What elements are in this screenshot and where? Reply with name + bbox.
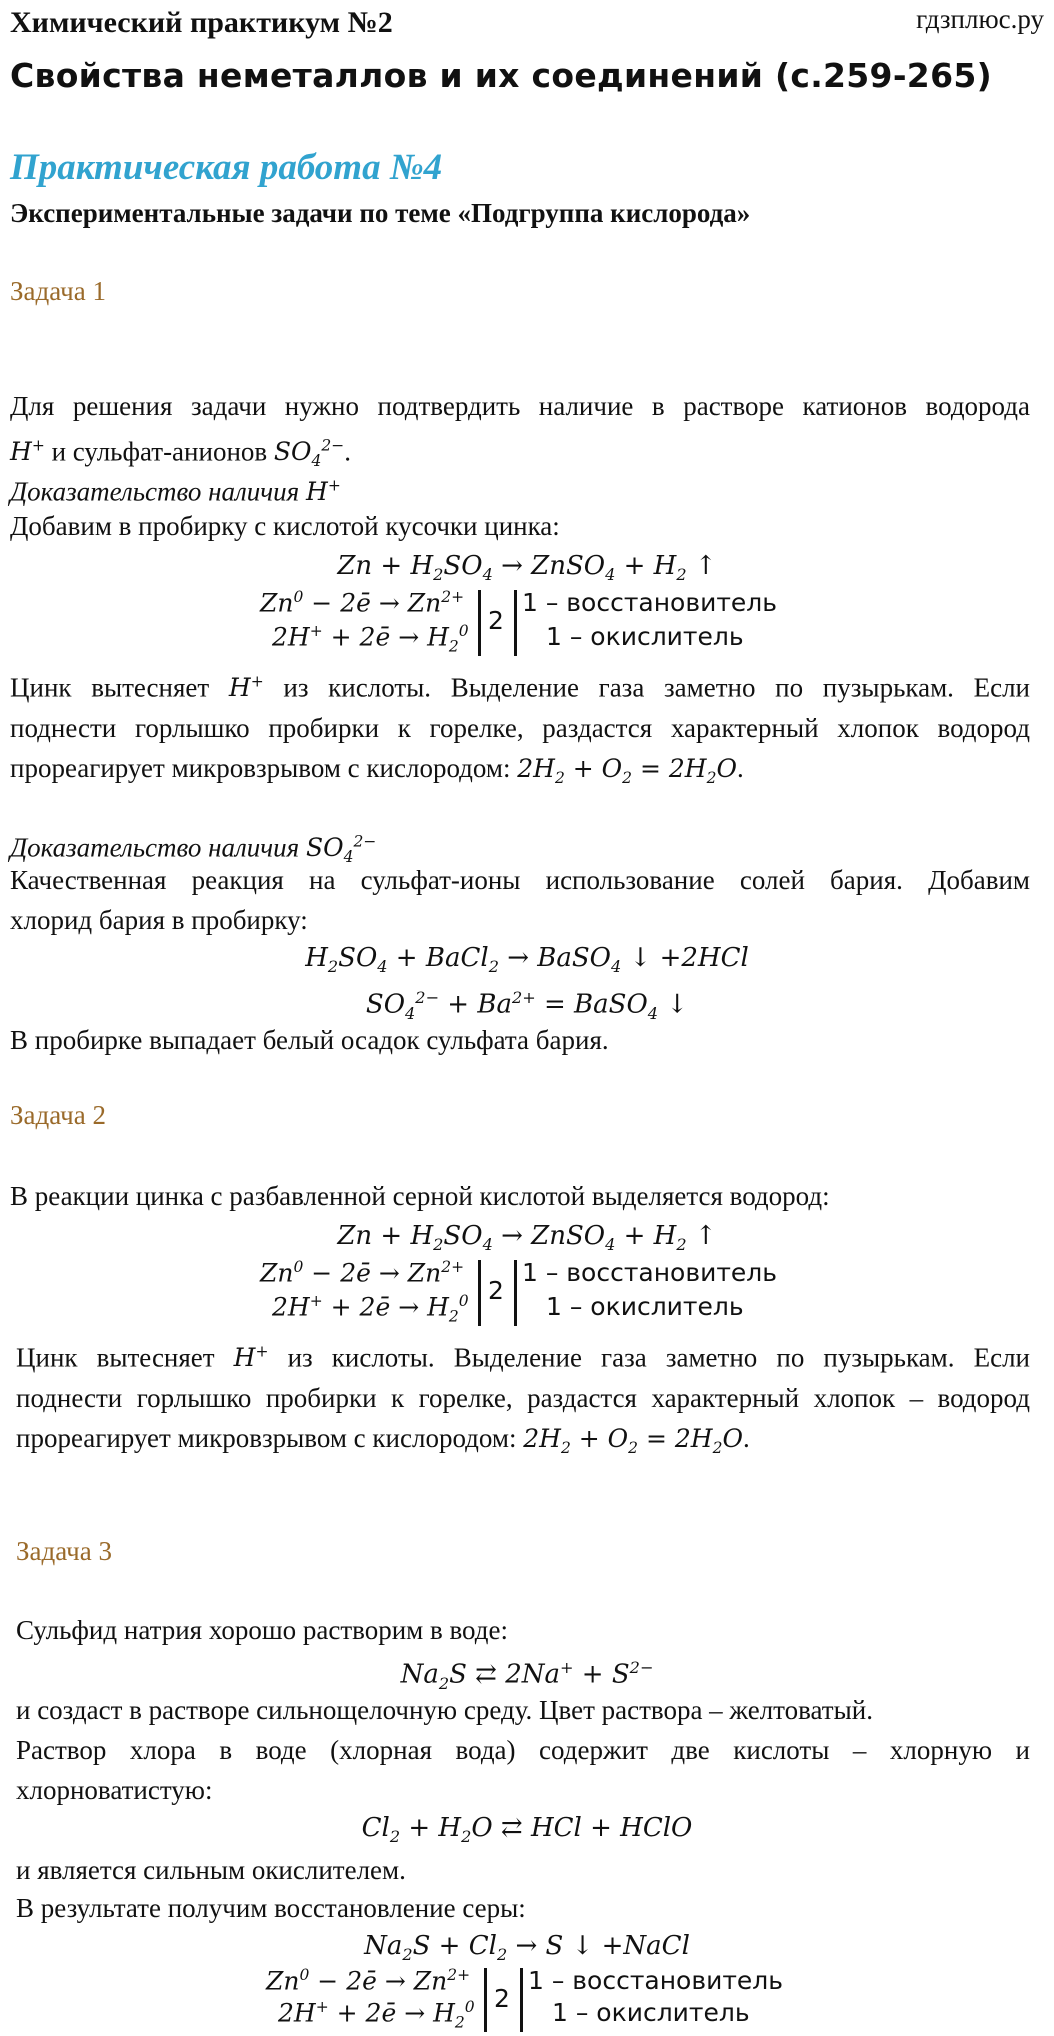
balance-3-zn: $Zn^0$ − 2ē → $Zn^{2+}$ — [266, 1966, 471, 1996]
equation-zn-h2so4-2: $Zn + H_2SO_4$ → ZnSO$_4$ + $H_2$ ↑ — [337, 1221, 717, 1255]
task-1-intro-line-2: H+ и сульфат-анионов $SO_4^{2-}$. — [10, 436, 351, 471]
task-3-sulfide: Сульфид натрия хорошо растворим в воде: — [16, 1615, 508, 1645]
balance-2-reducer: 1 – восстановитель — [522, 1258, 777, 1287]
task-3-chlorine-text: Раствор хлора в воде (хлорная вода) содержит две кислоты – хлорную и хлорноватистую: — [16, 1735, 1030, 1805]
balance-2-zn: $Zn^0$ − 2ē → $Zn^{2+}$ — [260, 1258, 465, 1288]
balance-3-factor: 2 — [494, 1984, 510, 2013]
electron-balance-1 — [260, 584, 820, 660]
task-1-barium-text: Качественная реакция на сульфат-ионы использование солей бария. Добавим хлорид бария в пробирку: — [10, 865, 1030, 935]
electron-balance-3 — [266, 1962, 826, 2034]
task-3-alkaline: и создаст в растворе сильнощелочную среду. Цвет раствора – желтоватый. — [16, 1695, 873, 1725]
site-name: гдзплюс.ру — [916, 4, 1044, 34]
balance-3-h: 2H+ + 2ē → $H_2^0$ — [278, 1998, 475, 2032]
task-1-proof-so4: Доказательство наличия $SO_4^{2-}$ — [10, 832, 377, 867]
equation-na2s-cl2: $Na_2S + Cl_2 \to S$ ↓ +NaCl — [364, 1931, 690, 1965]
task-1-precipitate: В пробирке выпадает белый осадок сульфата бария. — [10, 1025, 609, 1055]
task-1-proof-h: Доказательство наличия H+ — [10, 476, 341, 507]
task-1-intro-line-1: Для решения задачи нужно подтвердить наличие в растворе катионов водорода — [10, 391, 1030, 421]
task-1-add-zinc: Добавим в пробирку с кислотой кусочки цинка: — [10, 511, 560, 541]
balance-3-oxidizer: 1 – окислитель — [552, 1998, 750, 2027]
task-2-label: Задача 2 — [10, 1100, 106, 1130]
task-3-oxidant: и является сильным окислителем. — [16, 1855, 406, 1885]
practical-work-subtitle: Экспериментальные задачи по теме «Подгруппа кислорода» — [10, 198, 751, 228]
task-2-zinc-text: Цинк вытесняет H+ из кислоты. Выделение газа заметно по пузырькам. Если поднести горлышко пробирки к горелке, раздастся характерный хлопок – водород прореагирует микровзрывом с кислородом: $2H_2 + O_2 = 2H_2O$. — [16, 1342, 1030, 1458]
equation-na2s: $Na_2S$ ⇄ $2Na^+ + S^{2-}$ — [400, 1658, 654, 1693]
task-3-result: В результате получим восстановление серы: — [16, 1893, 526, 1923]
task-1-label: Задача 1 — [10, 276, 106, 306]
balance-1-reducer: 1 – восстановитель — [522, 588, 777, 617]
equation-ionic-baso4: $SO_4^{2-} + Ba^{2+}$ = BaSO$_4$ ↓ — [365, 988, 689, 1023]
equation-cl2-h2o: $Cl_2 + H_2O$ ⇄ HCl + HClO — [361, 1813, 693, 1847]
equation-zn-h2so4: $Zn + H_2SO_4$ → ZnSO$_4$ + $H_2$ ↑ — [337, 551, 717, 585]
task-1-zinc-text: Цинк вытесняет H+ из кислоты. Выделение газа заметно по пузырькам. Если поднести горлышко пробирки к горелке, раздастся характерный хлопок водород прореагирует микровзрывом с кислородом: $2H_2 + O_2 = 2H_2O$. — [10, 672, 1030, 788]
balance-2-factor: 2 — [488, 1276, 504, 1305]
balance-1-zn: $Zn^0$ − 2ē → $Zn^{2+}$ — [260, 588, 465, 618]
practical-work-title: Практическая работа №4 — [10, 147, 443, 188]
balance-1-oxidizer: 1 – окислитель — [546, 622, 744, 651]
task-2-intro: В реакции цинка с разбавленной серной кислотой выделяется водород: — [10, 1181, 830, 1211]
balance-1-factor: 2 — [488, 606, 504, 635]
balance-3-reducer: 1 – восстановитель — [528, 1966, 783, 1995]
practicum-title: Химический практикум №2 — [10, 6, 393, 39]
balance-2-oxidizer: 1 – окислитель — [546, 1292, 744, 1321]
equation-h2so4-bacl2: $H_2SO_4$ + BaCl$_2$ → BaSO$_4$ ↓ +2HCl — [305, 943, 749, 977]
section-title: Свойства неметаллов и их соединений (с.259-265) — [10, 56, 992, 95]
task-3-label: Задача 3 — [16, 1536, 112, 1566]
electron-balance-2 — [260, 1254, 820, 1330]
balance-1-h: 2H+ + 2ē → $H_2^0$ — [272, 622, 469, 656]
balance-2-h: 2H+ + 2ē → $H_2^0$ — [272, 1292, 469, 1326]
